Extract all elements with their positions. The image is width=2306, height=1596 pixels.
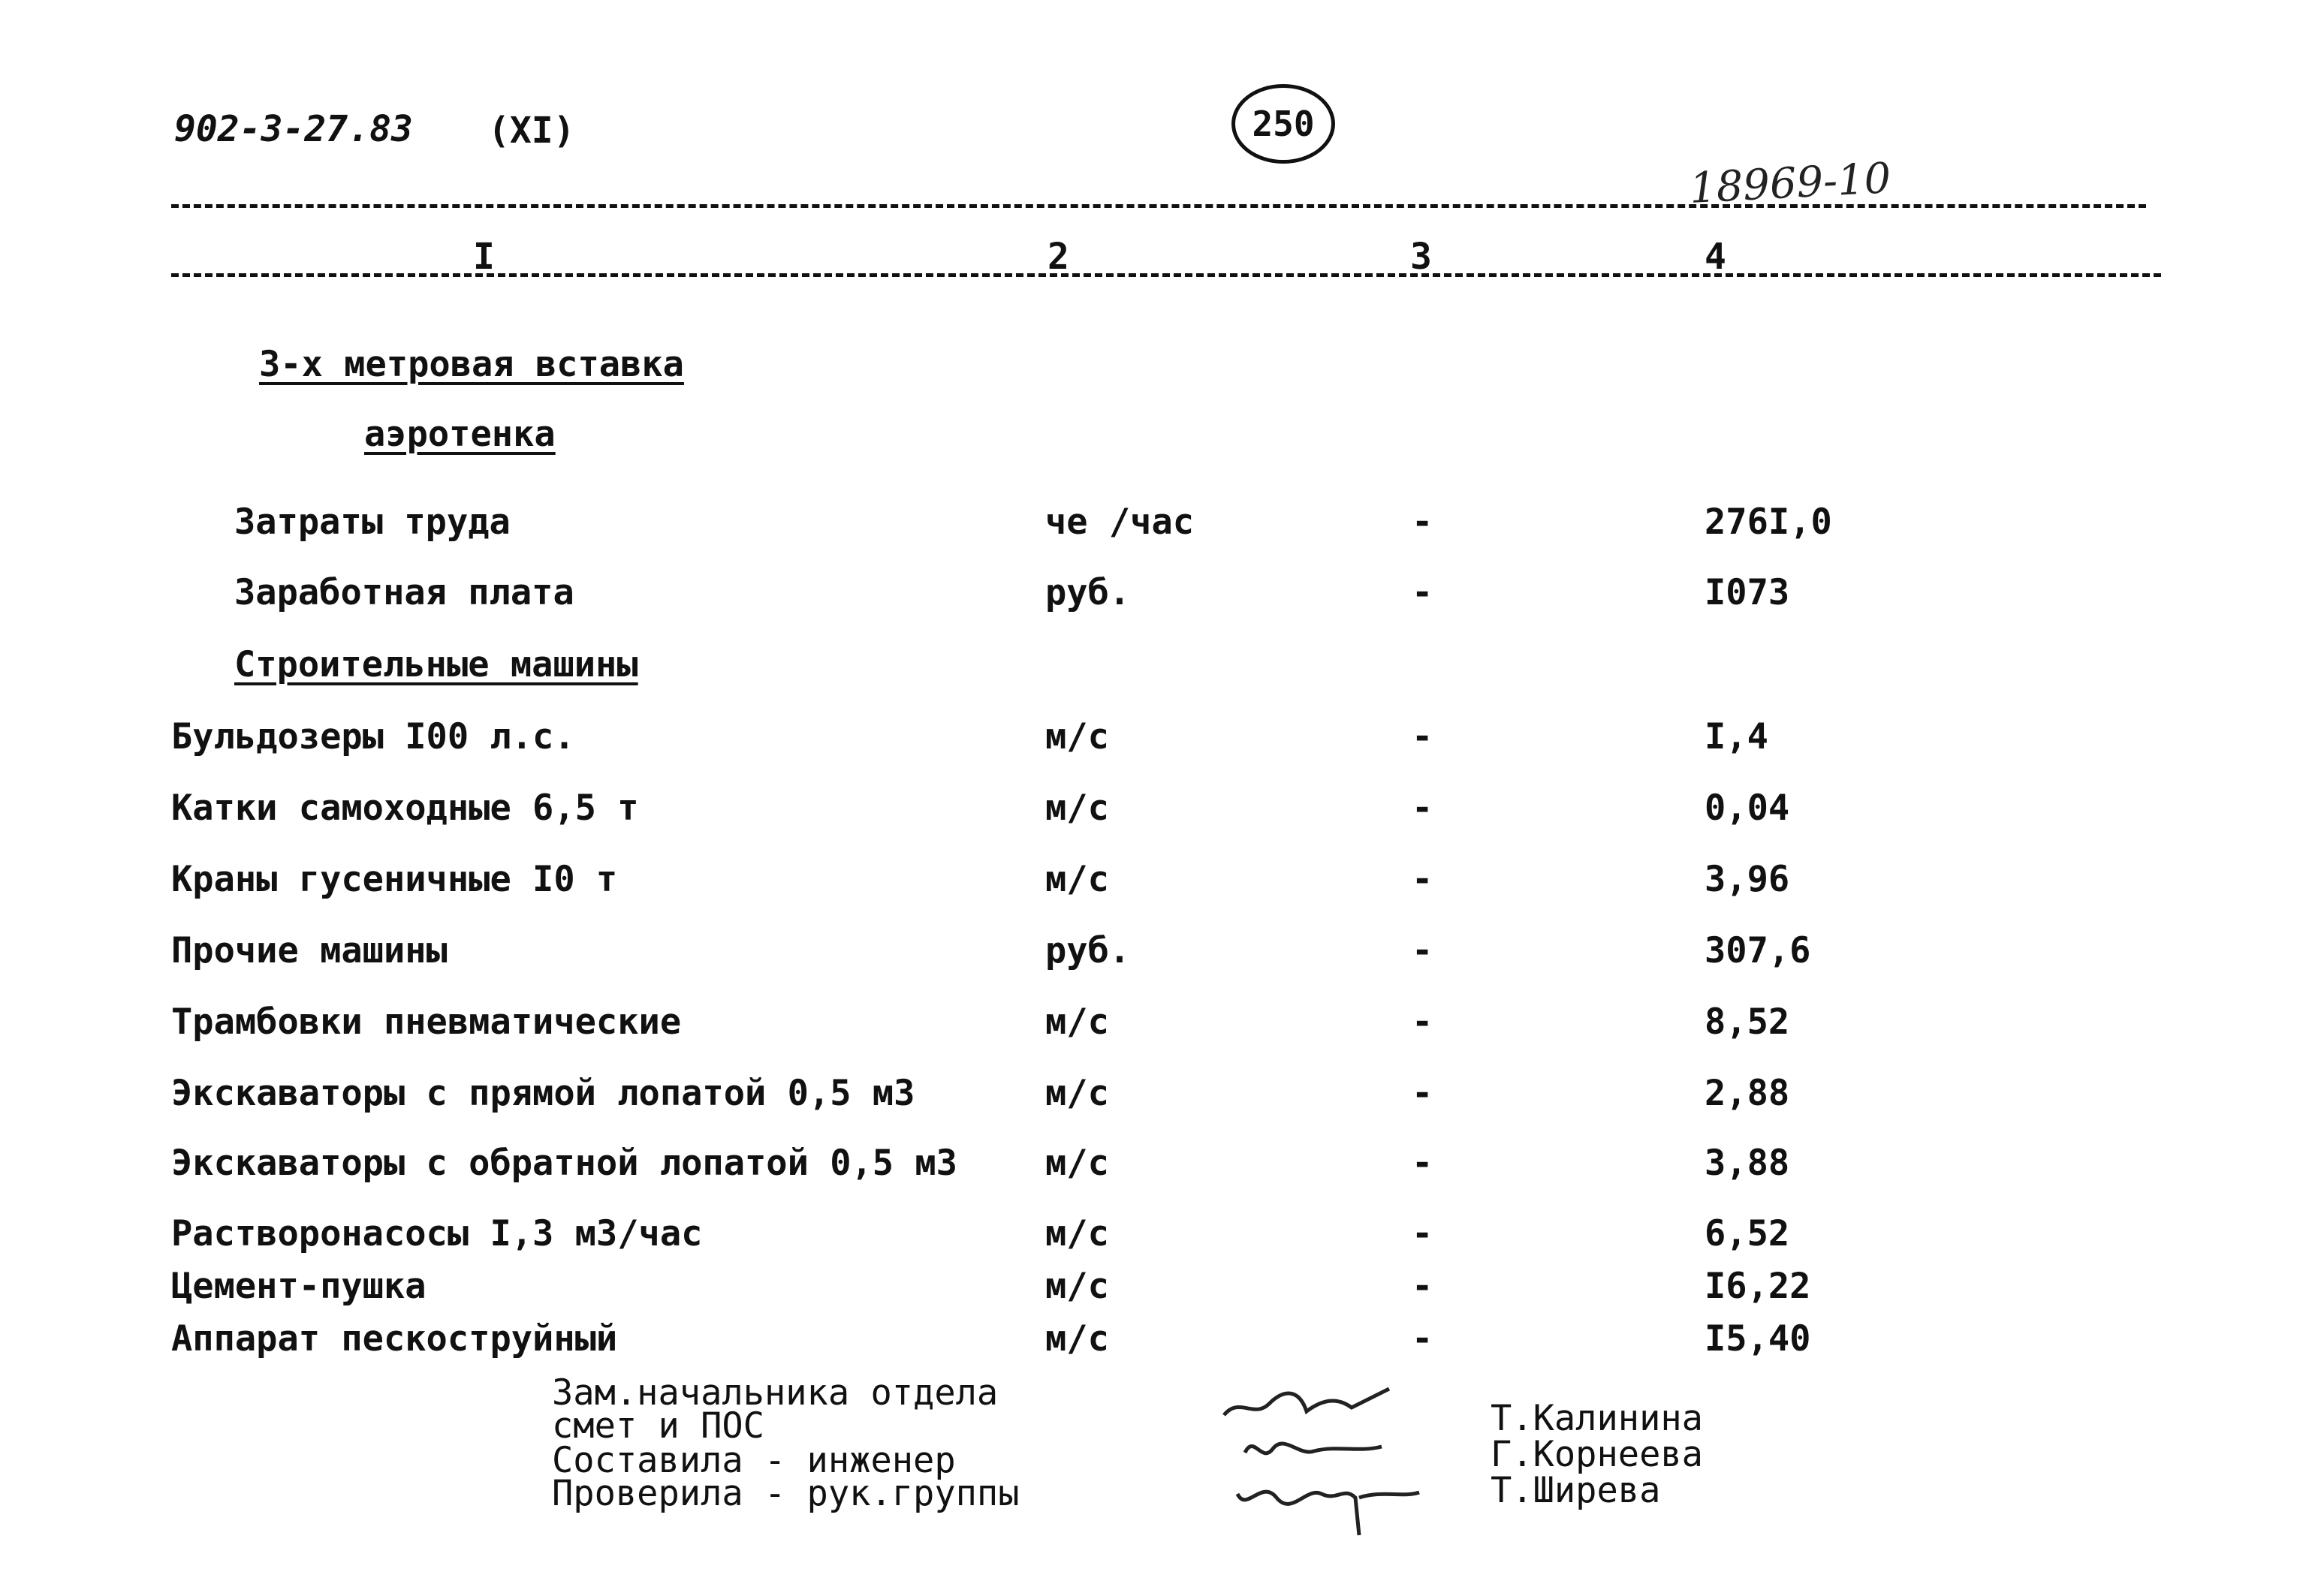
row-value: 8,52	[1705, 1001, 1790, 1043]
row-name: Цемент-пушка	[171, 1266, 427, 1307]
row-unit: м/с	[1045, 1213, 1109, 1254]
row-value: 0,04	[1705, 787, 1790, 829]
row-col3: -	[1412, 787, 1433, 829]
row-value: 2,88	[1705, 1073, 1790, 1114]
row-col3: -	[1412, 1143, 1433, 1184]
row-col3: -	[1412, 572, 1433, 613]
volume-label: (XI)	[488, 110, 575, 152]
row-unit: м/с	[1045, 1143, 1109, 1184]
signer-position-3: Проверила - рук.группы	[552, 1473, 1020, 1514]
row-unit: м/с	[1045, 859, 1109, 900]
row-col3: -	[1412, 859, 1433, 900]
signer-position-1-line1: Зам.начальника отдела	[552, 1372, 999, 1414]
inventory-number: 18969-10	[1688, 154, 1892, 213]
row-value: 307,6	[1705, 930, 1811, 971]
row-col3: -	[1412, 501, 1433, 543]
row-unit: руб.	[1045, 930, 1131, 971]
row-col3: -	[1412, 1073, 1433, 1114]
row-name: Катки самоходные 6,5 т	[171, 787, 639, 829]
row-name: Трамбовки пневматические	[171, 1001, 682, 1043]
row-col3: -	[1412, 1001, 1433, 1043]
row-value: I073	[1705, 572, 1790, 613]
column-header-2: 2	[1047, 236, 1069, 278]
section-title-line2: аэротенка	[364, 414, 556, 455]
column-header-1: I	[473, 236, 495, 278]
row-value: I6,22	[1705, 1266, 1811, 1307]
row-name: Аппарат пескоструйный	[171, 1318, 618, 1360]
row-unit: руб.	[1045, 572, 1131, 613]
page-number: 250	[1252, 104, 1315, 144]
row-name: Бульдозеры I00 л.с.	[171, 716, 575, 757]
handwritten-signature-1	[1216, 1381, 1404, 1426]
signer-position-1-line2: смет и ПОС	[552, 1405, 764, 1447]
signer-name-1: Т.Калинина	[1491, 1398, 1703, 1439]
signer-position-2: Составила - инженер	[552, 1440, 956, 1481]
row-unit: м/с	[1045, 716, 1109, 757]
row-unit: м/с	[1045, 787, 1109, 829]
row-value: 276I,0	[1705, 501, 1832, 543]
page-number-circle	[1231, 84, 1335, 164]
column-header-4: 4	[1705, 236, 1726, 278]
row-name: Экскаваторы с обратной лопатой 0,5 м3	[171, 1143, 957, 1184]
section-title-line1: 3-х метровая вставка	[259, 344, 684, 385]
row-unit: че /час	[1045, 501, 1195, 543]
row-col3: -	[1412, 930, 1433, 971]
row-col3: -	[1412, 1266, 1433, 1307]
row-value: I,4	[1705, 716, 1768, 757]
row-value: 3,96	[1705, 859, 1790, 900]
row-name: Краны гусеничные I0 т	[171, 859, 618, 900]
row-col3: -	[1412, 716, 1433, 757]
row-unit: м/с	[1045, 1318, 1109, 1360]
row-value: 3,88	[1705, 1143, 1790, 1184]
row-name: Прочие машины	[171, 930, 448, 971]
handwritten-signature-2	[1239, 1430, 1389, 1468]
document-code: 902-3-27.83	[174, 108, 413, 150]
row-name: Заработная плата	[234, 572, 574, 613]
row-value: 6,52	[1705, 1213, 1790, 1254]
subsection-title: Строительные машины	[234, 644, 638, 685]
row-unit: м/с	[1045, 1073, 1109, 1114]
handwritten-signature-3	[1231, 1471, 1427, 1539]
column-header-dashed-rule	[171, 273, 2161, 277]
top-dashed-rule	[171, 204, 2146, 208]
row-unit: м/с	[1045, 1266, 1109, 1307]
row-name: Экскаваторы с прямой лопатой 0,5 м3	[171, 1073, 915, 1114]
row-col3: -	[1412, 1318, 1433, 1360]
signer-name-3: Т.Ширева	[1491, 1470, 1661, 1511]
signer-name-2: Г.Корнеева	[1491, 1434, 1703, 1475]
column-header-3: 3	[1410, 236, 1432, 278]
row-value: I5,40	[1705, 1318, 1811, 1360]
row-name: Затраты труда	[234, 501, 511, 543]
row-unit: м/с	[1045, 1001, 1109, 1043]
row-name: Растворонасосы I,3 м3/час	[171, 1213, 703, 1254]
row-col3: -	[1412, 1213, 1433, 1254]
